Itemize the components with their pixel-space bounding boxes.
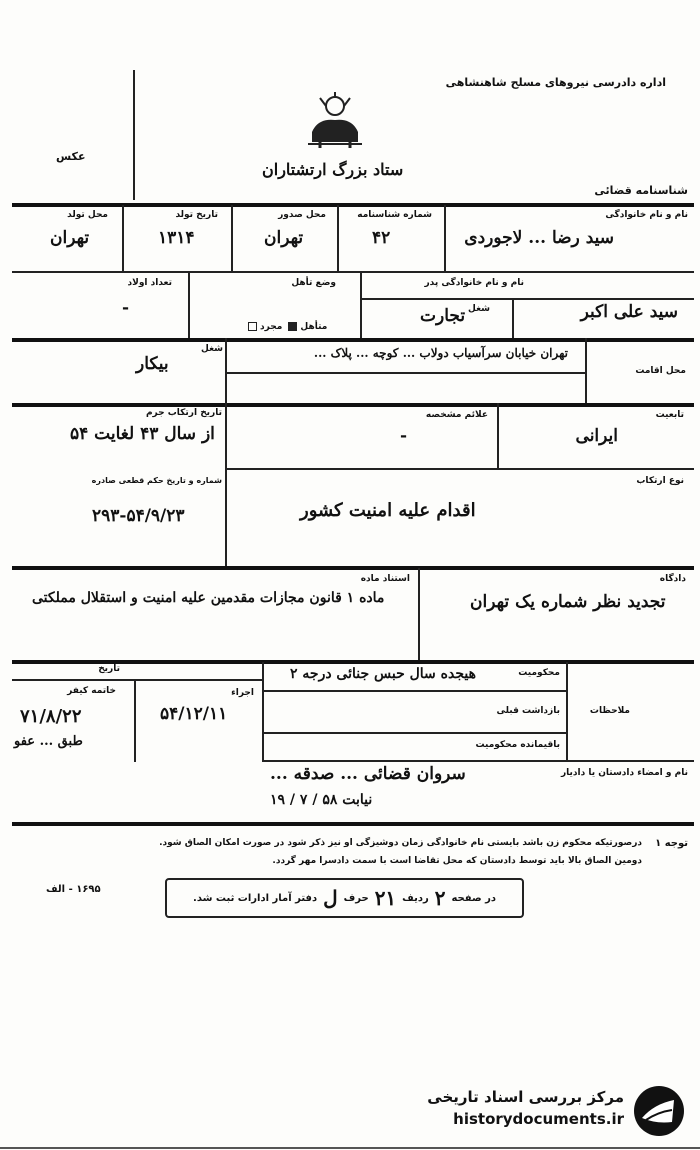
father-job-label: شغل xyxy=(468,304,490,314)
col-divider xyxy=(512,298,514,338)
marital-options xyxy=(245,322,327,332)
stamp-row: ۲۱ xyxy=(374,886,397,910)
note-1: درصورتیکه محکوم زن باشد بایستی نام خانوادگی زمان دوشیزگی او نیز ذکر شود در صورت امکان الصاق شود. xyxy=(159,838,642,848)
stamp-row-label: ردیف xyxy=(402,892,429,904)
birth-date-value: ۱۳۱۴ xyxy=(158,228,195,248)
crime-date-label: تاریخ ارتکاب جرم xyxy=(145,408,222,418)
table-top-border xyxy=(12,203,694,207)
row-divider xyxy=(12,566,694,570)
children-value: - xyxy=(122,298,130,318)
col-divider xyxy=(585,338,587,403)
remaining-sentence-label: باقیمانده محکومیت xyxy=(475,740,560,750)
single-checkbox xyxy=(248,322,257,331)
col-divider xyxy=(337,205,339,271)
note-title: توجه ۱ xyxy=(655,838,688,849)
lion-sun-emblem-icon xyxy=(300,92,370,150)
sentence-label: محکومیت xyxy=(518,668,560,678)
form-title: شناسنامه قضائی xyxy=(594,184,688,197)
row-divider xyxy=(262,732,566,734)
issue-place-value: تهران xyxy=(264,228,304,248)
crime-type-label: نوع ارتکاب xyxy=(636,476,684,486)
col-divider xyxy=(497,403,499,468)
marks-value: - xyxy=(400,426,408,446)
release-label: خاتمه کیفر xyxy=(67,686,116,696)
married-label: متأهل xyxy=(300,322,328,332)
registry-stamp xyxy=(165,878,524,918)
col-divider xyxy=(418,568,420,660)
crime-type-value: اقدام علیه امنیت کشور xyxy=(300,500,476,521)
row-divider xyxy=(225,372,585,374)
unit-title: ستاد بزرگ ارتشتاران xyxy=(262,160,404,179)
father-job-value: تجارت xyxy=(420,306,466,326)
row-divider xyxy=(225,468,694,470)
row-divider xyxy=(12,679,262,681)
children-label: تعداد اولاد xyxy=(127,278,172,288)
bottom-border xyxy=(0,1147,700,1149)
col-divider xyxy=(122,205,124,271)
father-value: سید علی اکبر xyxy=(580,302,678,322)
form-code: ۱۶۹۵ - الف xyxy=(46,884,101,895)
residence-label: محل اقامت xyxy=(635,366,686,376)
legal-basis-label: استناد ماده xyxy=(360,574,410,584)
stamp-page: ۲ xyxy=(434,886,446,910)
marks-label: علائم مشخصه xyxy=(425,410,488,420)
org-title: اداره دادرسی نیروهای مسلح شاهنشاهی xyxy=(445,76,666,89)
court-value: تجدید نظر شماره یک تهران xyxy=(470,592,666,612)
id-number-label: شماره شناسنامه xyxy=(357,210,432,220)
marital-label: وضع تأهل xyxy=(291,278,336,288)
col-divider xyxy=(444,205,446,271)
site-url: historydocuments.ir xyxy=(453,1110,624,1128)
col-divider xyxy=(262,662,264,762)
footer-watermark xyxy=(396,1082,686,1140)
date-label: تاریخ xyxy=(98,664,120,674)
sentence-value: هیجده سال حبس جنائی درجه ۲ xyxy=(290,666,476,682)
stamp-suffix: دفتر آمار ادارات ثبت شد. xyxy=(193,892,318,904)
married-checkbox xyxy=(288,322,297,331)
issue-place-label: محل صدور xyxy=(278,210,326,220)
photo-label: عکس xyxy=(56,150,86,163)
history-documents-logo-icon xyxy=(632,1084,686,1138)
col-divider xyxy=(231,205,233,271)
col-divider xyxy=(188,271,190,338)
crime-date-value: از سال ۴۳ لغایت ۵۴ xyxy=(70,424,215,444)
birth-date-label: تاریخ تولد xyxy=(175,210,218,220)
court-label: دادگاه xyxy=(659,574,686,584)
nationality-value: ایرانی xyxy=(575,426,618,446)
job-label: شغل xyxy=(201,344,223,354)
stamp-prefix: در صفحه xyxy=(451,892,496,904)
col-divider xyxy=(134,679,136,762)
sender-label: نام و امضاء دادستان یا دادیار xyxy=(560,768,688,778)
address-value: تهران خیابان سرآسیاب دولاب ... کوچه ... پلاک ... xyxy=(313,346,568,360)
father-label: نام و نام خانوادگی پدر xyxy=(424,278,524,288)
sender-value: سروان قضائی ... صدقه ... xyxy=(270,764,466,784)
verdict-number-label: شماره و تاریخ حکم قطعی صادره xyxy=(91,476,222,485)
legal-basis-value: ماده ۱ قانون مجازات مقدمین علیه امنیت و استقلال مملکتی xyxy=(32,590,385,606)
nationality-label: تابعیت xyxy=(655,410,684,420)
previous-detention-label: بازداشت قبلی xyxy=(496,706,560,716)
job-value: بیکار xyxy=(136,354,169,374)
name-label: نام و نام خانوادگی xyxy=(605,210,688,220)
row-divider xyxy=(12,822,694,826)
birth-place-label: محل تولد xyxy=(67,210,108,220)
col-divider xyxy=(360,271,362,338)
photo-box-border xyxy=(133,70,135,200)
col-divider xyxy=(566,662,568,762)
release-note: طبق ... عفو xyxy=(14,734,83,749)
execution-value: ۵۴/۱۲/۱۱ xyxy=(160,704,228,724)
stamp-letter: ل xyxy=(323,886,338,910)
birth-place-value: تهران xyxy=(50,228,90,248)
remarks-label: ملاحظات xyxy=(589,706,630,716)
row-divider xyxy=(360,298,694,300)
verdict-number-value: ۲۹۳-۵۴/۹/۲۳ xyxy=(92,506,185,526)
execution-label: اجراء xyxy=(231,688,254,698)
id-number-value: ۴۲ xyxy=(372,228,391,248)
row-divider xyxy=(262,760,694,762)
note-2: دومین الصاق بالا باید توسط دادستان که محل تقاضا است با سمت دادسرا مهر گردد. xyxy=(272,856,642,866)
release-value: ۷۱/۸/۲۲ xyxy=(20,706,82,727)
row-divider xyxy=(12,403,694,407)
stamp-letter-label: حرف xyxy=(343,892,369,904)
row-divider xyxy=(12,271,694,273)
name-value: سید رضا ... لاجوردی xyxy=(464,228,614,248)
single-label: مجرد xyxy=(260,322,283,332)
center-name: مرکز بررسی اسناد تاریخی xyxy=(427,1088,624,1106)
row-divider xyxy=(12,338,694,342)
row-divider xyxy=(262,690,566,692)
sender-sub: نیابت ۵۸ / ۷ / ۱۹ xyxy=(270,792,373,808)
col-divider xyxy=(225,338,227,566)
